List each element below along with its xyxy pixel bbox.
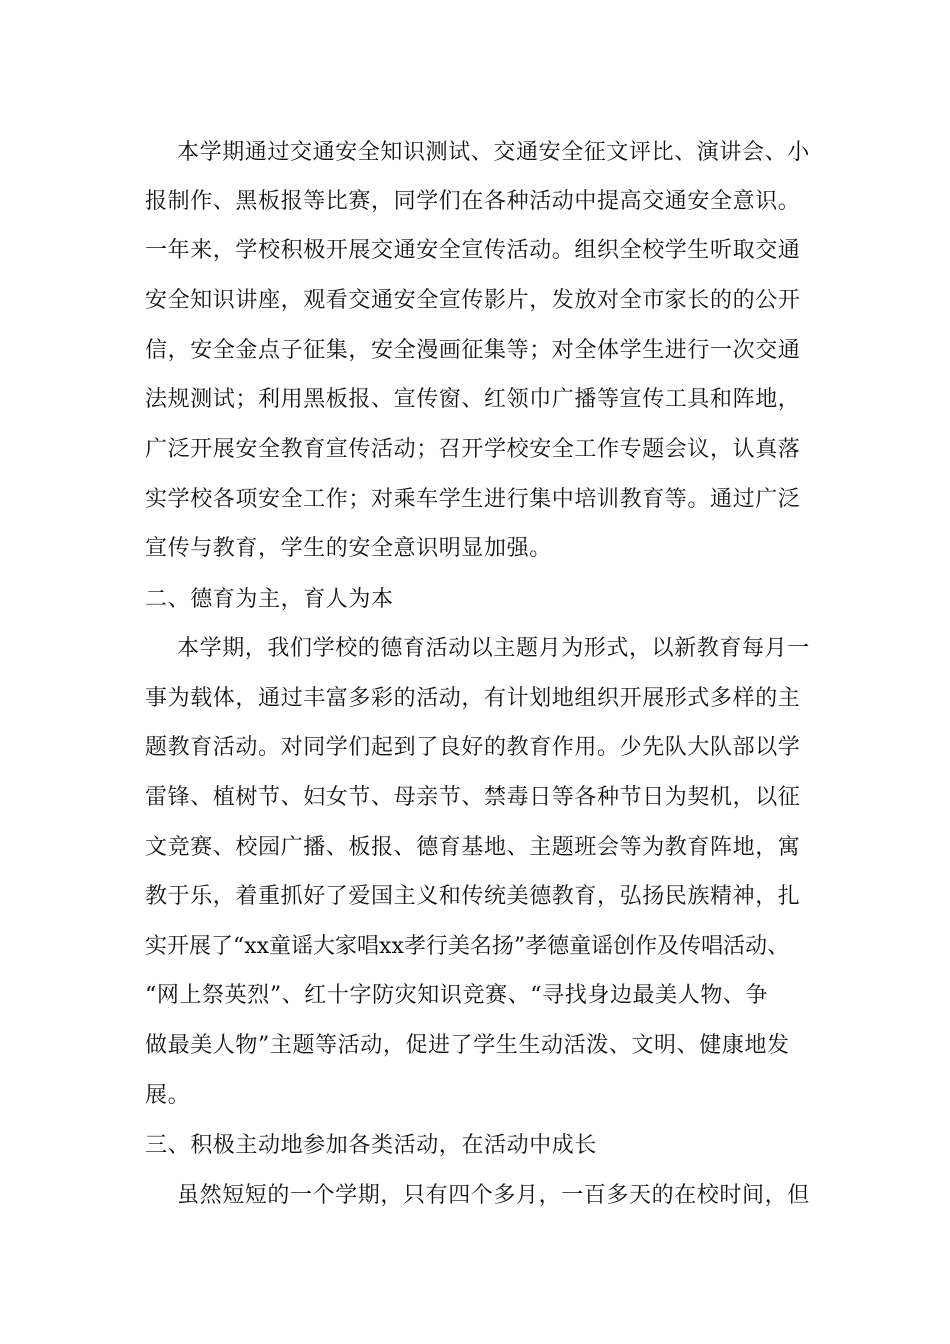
paragraph-line: 展。 — [145, 1083, 191, 1108]
paragraph-line: 事为载体，通过丰富多彩的活动，有计划地组织开展形式多样的主 — [145, 686, 801, 711]
paragraph-line: 题教育活动。对同学们起到了良好的教育作用。少先队大队部以学 — [145, 735, 801, 760]
paragraph-line: 实开展了“xx童谣大家唱xx孝行美名扬”孝德童谣创作及传唱活动、 — [145, 934, 790, 959]
paragraph-line: 信，安全金点子征集，安全漫画征集等；对全体学生进行一次交通 — [145, 338, 801, 363]
paragraph-line: 本学期，我们学校的德育活动以主题月为形式，以新教育每月一 — [177, 636, 810, 661]
paragraph-line: 实学校各项安全工作；对乘车学生进行集中培训教育等。通过广泛 — [145, 487, 801, 512]
paragraph-line: 文竞赛、校园广播、板报、德育基地、主题班会等为教育阵地，寓 — [145, 835, 801, 860]
paragraph-line: 做最美人物”主题等活动，促进了学生生动活泼、文明、健康地发 — [145, 1033, 790, 1058]
section-heading: 三、积极主动地参加各类活动，在活动中成长 — [145, 1133, 598, 1158]
paragraph-line: 报制作、黑板报等比赛，同学们在各种活动中提高交通安全意识。 — [145, 189, 801, 214]
paragraph-line: 教于乐，着重抓好了爱国主义和传统美德教育，弘扬民族精神，扎 — [145, 884, 801, 909]
paragraph-line: 广泛开展安全教育宣传活动；召开学校安全工作专题会议，认真落 — [145, 437, 801, 462]
section-heading: 二、德育为主，育人为本 — [145, 587, 394, 612]
paragraph-line: 虽然短短的一个学期，只有四个多月，一百多天的在校时间，但 — [177, 1183, 810, 1208]
paragraph-line: “网上祭英烈”、红十字防灾知识竞赛、“寻找身边最美人物、争 — [145, 983, 769, 1008]
paragraph-line: 法规测试；利用黑板报、宣传窗、红领巾广播等宣传工具和阵地， — [145, 387, 801, 412]
paragraph-line: 本学期通过交通安全知识测试、交通安全征文评比、演讲会、小 — [177, 140, 810, 165]
paragraph-line: 雷锋、植树节、妇女节、母亲节、禁毒日等各种节日为契机，以征 — [145, 785, 801, 810]
paragraph-line: 一年来，学校积极开展交通安全宣传活动。组织全校学生听取交通 — [145, 238, 801, 263]
paragraph-line: 安全知识讲座，观看交通安全宣传影片，发放对全市家长的的公开 — [145, 288, 801, 313]
paragraph-line: 宣传与教育，学生的安全意识明显加强。 — [145, 536, 552, 561]
